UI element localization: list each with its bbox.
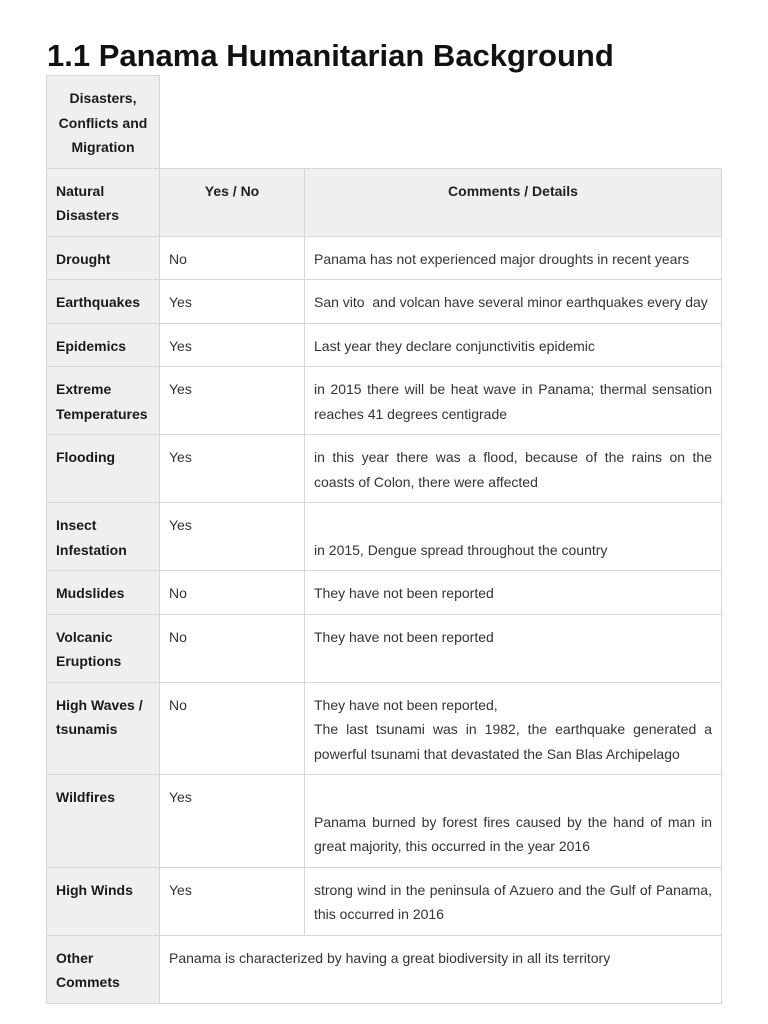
row-label: Flooding [47,435,160,503]
row-comment: in 2015, Dengue spread throughout the country [314,541,608,558]
row-label: Drought [47,236,160,280]
row-comment: in 2015 there will be heat wave in Panama; thermal sensation reaches 41 degrees centigrade [305,367,722,435]
row-label: High Waves / tsunamis [47,682,160,775]
other-comment: Panama is characterized by having a great biodiversity in all its territory [160,935,722,1003]
row-comment-cell [305,503,722,571]
table-row [47,367,722,435]
section-label: Natural Disasters [47,168,160,236]
table-row-other [47,935,722,1003]
row-value: Yes [160,867,305,935]
table-row [47,614,722,682]
row-value: No [160,682,305,775]
row-comment-cell [305,775,722,868]
table-row [47,323,722,367]
table-row [47,280,722,324]
row-label: Insect Infestation [47,503,160,571]
row-value: No [160,571,305,615]
row-label: Volcanic Eruptions [47,614,160,682]
row-comment: They have not been reported [305,571,722,615]
table-row [47,867,722,935]
row-value: No [160,236,305,280]
row-value: Yes [160,435,305,503]
column-header-comments: Comments / Details [305,168,722,236]
table-row [47,571,722,615]
row-value: Yes [160,775,305,868]
row-label: Epidemics [47,323,160,367]
table-corner-row [47,76,722,169]
row-comment: They have not been reported [305,614,722,682]
table-row [47,435,722,503]
other-label: Other Commets [47,935,160,1003]
row-label: Extreme Temperatures [47,367,160,435]
humanitarian-table [46,75,722,1004]
row-comment: Panama burned by forest fires caused by the hand of man in great majority, this occurred in the year 2016 [314,813,712,854]
table-row [47,236,722,280]
row-label: Earthquakes [47,280,160,324]
row-value: Yes [160,280,305,324]
row-value: No [160,614,305,682]
row-label: Wildfires [47,775,160,868]
corner-label: Disasters, Conflicts and Migration [47,76,160,169]
row-value: Yes [160,367,305,435]
column-header-yes-no: Yes / No [160,168,305,236]
table-row [47,775,722,868]
page-title: 1.1 Panama Humanitarian Background [47,38,614,73]
row-comment: strong wind in the peninsula of Azuero and the Gulf of Panama, this occurred in 2016 [305,867,722,935]
row-label: Mudslides [47,571,160,615]
row-comment: Last year they declare conjunctivitis epidemic [305,323,722,367]
row-comment: Panama has not experienced major droughts in recent years [305,236,722,280]
empty-header-area [160,76,722,169]
row-label: High Winds [47,867,160,935]
row-comment-extra: The last tsunami was in 1982, the earthquake generated a powerful tsunami that devastated the San Blas Archipelago [314,721,712,762]
row-value: Yes [160,503,305,571]
row-comment: San vito and volcan have several minor earthquakes every day [305,280,722,324]
table-row [47,682,722,775]
table-row [47,503,722,571]
row-comment-cell [305,682,722,775]
row-value: Yes [160,323,305,367]
row-comment: in this year there was a flood, because of the rains on the coasts of Colon, there were affected [305,435,722,503]
row-comment: They have not been reported, [314,696,498,713]
table-header-row [47,168,722,236]
